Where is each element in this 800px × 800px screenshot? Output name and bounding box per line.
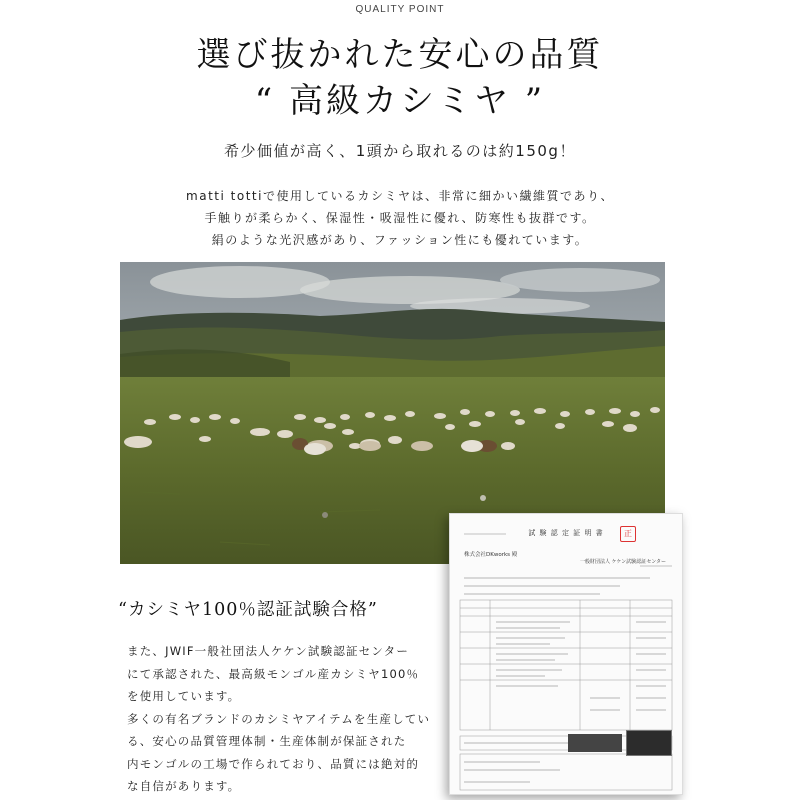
certification-heading: “カシミヤ100％認証試験合格” xyxy=(118,600,378,620)
intro-paragraph xyxy=(0,185,800,251)
intro-line: 手触りが柔らかく、保湿性・吸湿性に優れ、防寒性も抜群です。 xyxy=(204,211,596,225)
section-label: QUALITY POINT xyxy=(355,4,445,15)
certificate-issuer: 一般財団法人 ケケン試験認証センター xyxy=(580,559,666,565)
body-line: な自信があります。 xyxy=(127,779,241,793)
body-line: 内モンゴルの工場で作られており、品質には絶対的 xyxy=(127,756,420,771)
body-line: にて承認された、最高級モンゴル産カシミヤ100％ xyxy=(127,666,420,681)
intro-line: 絹のような光沢感があり、ファッション性にも優れています。 xyxy=(211,233,589,247)
page-headline xyxy=(0,32,800,124)
lead-text: 希少価値が高く、1頭から取れるのは約150g！ xyxy=(224,142,576,160)
headline-line-1: 選び抜かれた安心の品質 xyxy=(196,35,604,75)
certificate-seal: 正 xyxy=(620,526,636,542)
body-line: を使用しています。 xyxy=(127,689,241,703)
headline-line-2: “ 高級カシミヤ ” xyxy=(254,81,546,121)
body-line: また、JWIF一般社団法人ケケン試験認証センター xyxy=(127,644,410,658)
certificate-stamp-badge xyxy=(626,730,672,756)
certificate-title: 試 験 認 定 証 明 書 xyxy=(528,529,604,537)
certificate-addressee: 株式会社DKworks 殿 xyxy=(464,552,518,558)
body-line: 多くの有名ブランドのカシミヤアイテムを生産してい xyxy=(127,711,431,726)
test-certificate-document xyxy=(449,513,683,795)
body-line: る、安心の品質管理体制・生産体制が保証された xyxy=(127,734,407,748)
intro-line: matti tottiで使用しているカシミヤは、非常に細かい繊維質であり、 xyxy=(186,189,614,203)
certification-body xyxy=(127,640,447,798)
certificate-stamp-block xyxy=(568,734,622,752)
